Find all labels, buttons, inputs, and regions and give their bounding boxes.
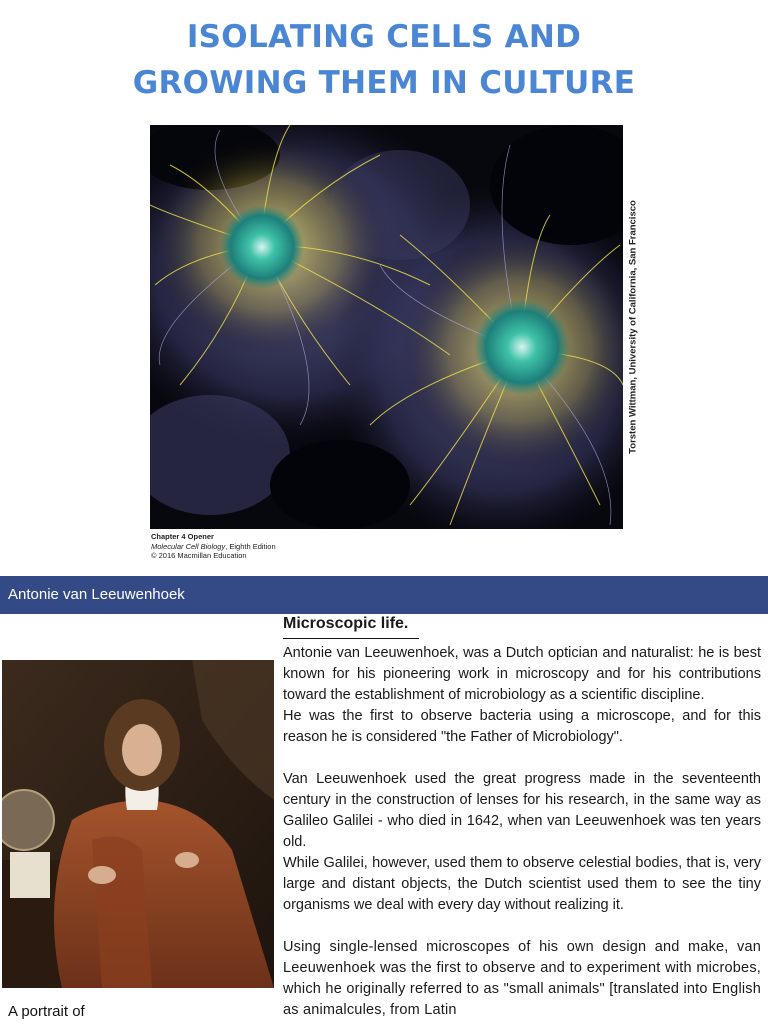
article-paragraph: He was the first to observe bacteria using a microscope, and for this reason he is considered "the Father of Microbiology". — [283, 708, 761, 745]
figure-caption — [151, 532, 276, 561]
leeuwenhoek-portrait-image — [2, 660, 274, 988]
portrait-caption: A portrait of — [8, 1003, 85, 1020]
caption-copyright: © 2016 Macmillan Education — [151, 551, 247, 560]
cell-micrograph-image — [150, 125, 623, 529]
caption-book: Molecular Cell Biology, Eighth Edition — [151, 541, 276, 551]
caption-chapter: Chapter 4 Opener — [151, 532, 214, 541]
section-banner — [0, 576, 768, 614]
article-paragraph: Van Leeuwenhoek used the great progress made in the seventeenth century in the construction of lenses for his research, in the same way as Galileo Galilei - who died in 1642, when van Leeuwenhoek was ten years old. — [283, 771, 761, 850]
banner-label: Antonie van Leeuwenhoek — [8, 586, 185, 603]
page-title — [0, 14, 768, 106]
photo-credit: Torsten Wittman, University of California, San Francisco — [627, 200, 639, 454]
title-line-2: GROWING THEM IN CULTURE — [132, 65, 636, 101]
article-paragraph: Using single-lensed microscopes of his own design and make, van Leeuwenhoek was the first to observe and to experiment with microbes, which he originally referred to as "small animals" [translated into English as animalcules, from Latin — [283, 939, 761, 1018]
section-heading: Microscopic life. — [283, 612, 419, 639]
article-paragraph: While Galilei, however, used them to observe celestial bodies, that is, very large and distant objects, the Dutch scientist used them to see the tiny organisms we deal with every day without realizing it. — [283, 855, 761, 913]
title-line-1: ISOLATING CELLS AND — [186, 19, 582, 55]
article-body — [283, 643, 761, 1021]
article-paragraph: Antonie van Leeuwenhoek, was a Dutch optician and naturalist: he is best known for his pioneering work in microscopy and for his contributions toward the establishment of microbiology as a scientific discipline. — [283, 645, 761, 703]
